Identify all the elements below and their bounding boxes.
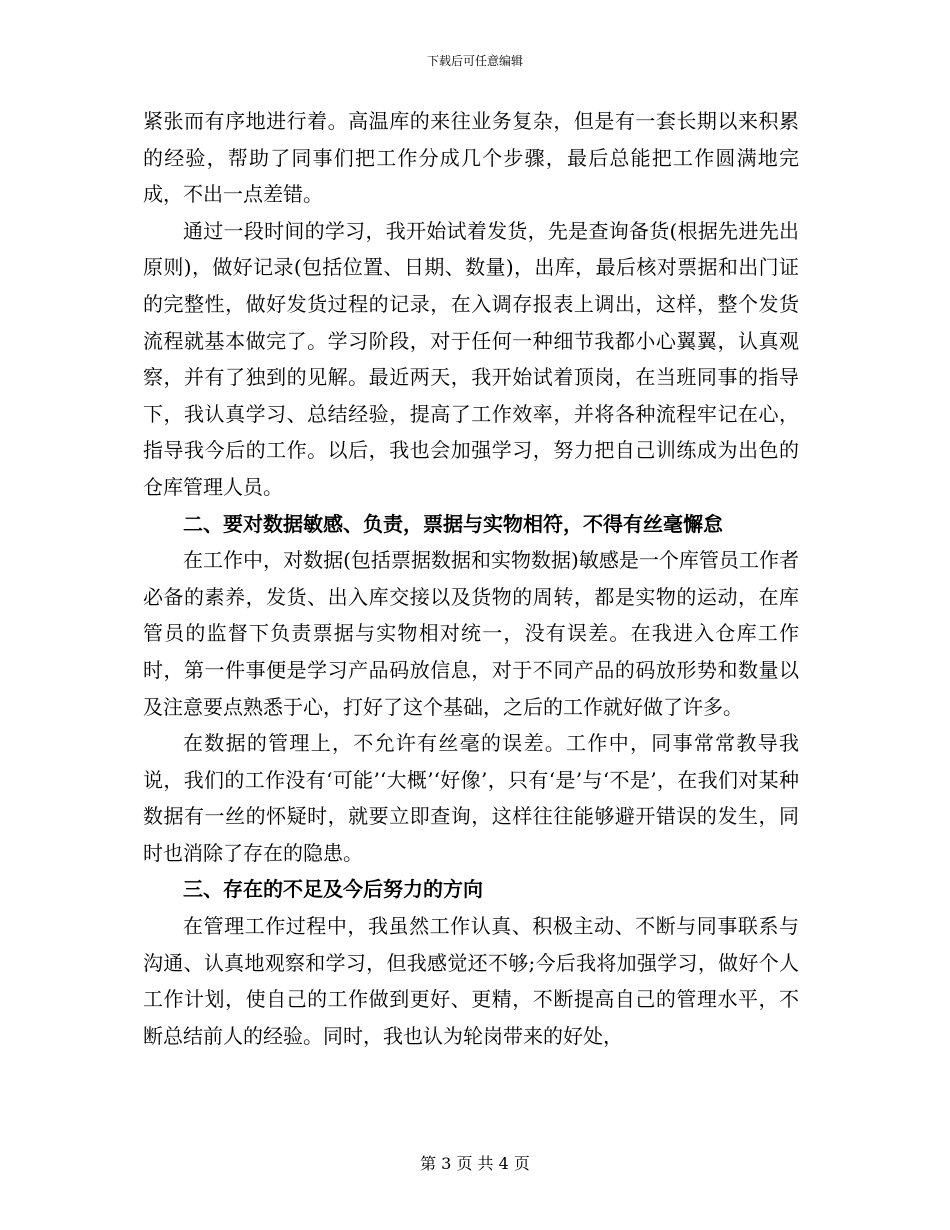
- section-heading-data-sensitivity: 二、要对数据敏感、负责，票据与实物相符，不得有丝毫懈怠: [183, 511, 723, 536]
- page-header: 下载后可任意编辑: [426, 54, 523, 68]
- paragraph-shipping-process: 通过一段时间的学习，我开始试着发货，先是查询备货(根据先进先出原则)，做好记录(包括位置、日期、数量)，出库，最后核对票据和出门证的完整性，做好发货过程的记录，在入调存报表上调出，这样，整个发货流程就基本做完了。学习阶段，对于任何一种细节我都小心翼翼，认真观察，并有了独到的见解。最近两天，我开始试着顶岗，在当班同事的指导下，我认真学习、总结经验，提高了工作效率，并将各种流程牢记在心，指导我今后的工作。以后，我也会加强学习，努力把自己训练成为出色的仓库管理人员。: [143, 218, 799, 499]
- paragraph-continuation: 紧张而有序地进行着。高温库的来往业务复杂，但是有一套长期以来积累的经验，帮助了同事们把工作分成几个步骤，最后总能把工作圆满地完成，不出一点差错。: [143, 109, 799, 207]
- page-number: 第 3 页 共 4 页: [420, 1154, 530, 1173]
- paragraph-data-sensitivity: 在工作中，对数据(包括票据数据和实物数据)敏感是一个库管员工作者必备的素养，发货、出入库交接以及货物的周转，都是实物的运动，在库管员的监督下负责票据与实物相对统一，没有误差。在我进入仓库工作时，第一件事便是学习产品码放信息，对于不同产品的码放形势和数量以及注意要点熟悉于心，打好了这个基础，之后的工作就好做了许多。: [143, 548, 799, 719]
- paragraph-data-management: 在数据的管理上，不允许有丝毫的误差。工作中，同事常常教导我说，我们的工作没有‘可能’‘大概’‘好像’，只有‘是’与‘不是’，在我们对某种数据有一丝的怀疑时，就要立即查询，这样往往能够避开错误的发生，同时也消除了存在的隐患。: [143, 731, 799, 865]
- section-heading-shortcomings: 三、存在的不足及今后努力的方向: [183, 877, 483, 902]
- document-body: [143, 103, 799, 1054]
- paragraph-improvement: 在管理工作过程中，我虽然工作认真、积极主动、不断与同事联系与沟通、认真地观察和学习，但我感觉还不够;今后我将加强学习，做好个人工作计划，使自己的工作做到更好、更精，不断提高自己的管理水平，不断总结前人的经验。同时，我也认为轮岗带来的好处，: [143, 914, 799, 1048]
